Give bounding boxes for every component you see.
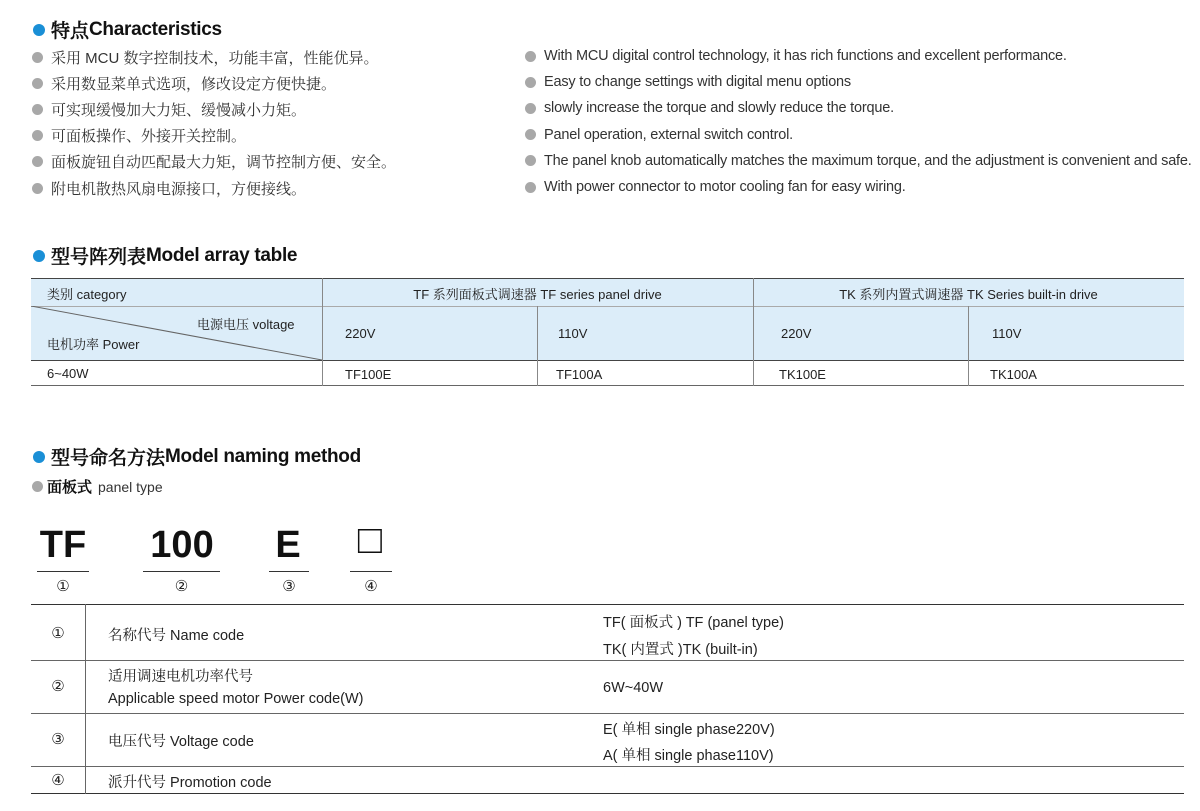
table-divider [968,306,969,386]
code-tf: TF [39,524,87,566]
naming-subtitle [32,476,163,497]
row-name: 派升代号 Promotion code [108,775,272,791]
table-border-top [31,278,1184,279]
characteristics-list-en [525,43,1192,200]
characteristics-title [33,16,222,43]
list-item: Easy to change settings with digital menu options [525,69,1192,95]
code-number: ① [56,578,70,595]
tk-series-header: TK 系列内置式调速器 TK Series built-in drive [839,287,1098,302]
table-divider [31,713,1184,714]
voltage-cell: 220V [345,326,376,341]
naming-title [33,443,361,470]
bullet-icon [525,77,536,88]
table-border-bottom [31,793,1184,794]
naming-title-cn: 型号命名方法 [51,448,166,469]
row-name: 名称代号 Name code [108,628,245,644]
model-cell: TF100E [345,367,392,382]
tf-series-header: TF 系列面板式调速器 TF series panel drive [413,287,662,302]
row-name: 电压代号 Voltage code [108,734,254,750]
row-name: 适用调速电机功率代号 [108,669,253,685]
row-name: Applicable speed motor Power code(W) [108,691,364,707]
table-border-bottom [31,385,1184,386]
code-100: 100 [150,524,214,566]
table-divider [85,604,86,794]
bullet-icon [32,78,43,89]
model-cell: TK100A [990,367,1037,382]
power-label: 电机功率 Power [47,337,140,352]
voltage-cell: 110V [992,326,1022,341]
bullet-icon [32,130,43,141]
bullet-icon [525,51,536,62]
row-value: E( 单相 single phase220V) [603,722,775,738]
bullet-icon [32,52,43,63]
model-array-title [33,242,297,269]
code-blank-box: □ [357,518,383,562]
model-array-title-en: Model array table [146,244,298,266]
subtitle-en: panel type [98,478,163,495]
characteristics-list-cn [32,44,396,201]
table-divider [31,660,1184,661]
code-number: ② [174,578,189,595]
voltage-label: 电源电压 voltage [197,317,295,332]
list-item: 采用 MCU 数字控制技术，功能丰富，性能优异。 [32,44,396,70]
list-item: 面板旋钮自动匹配最大力矩，调节控制方便、安全。 [32,149,396,175]
category-label: 类别 category [47,287,127,302]
model-cell: TK100E [779,367,826,382]
characteristics-title-cn: 特点 [51,21,90,42]
list-item: 采用数显菜单式选项，修改设定方便快捷。 [32,70,396,96]
bullet-icon [32,104,43,115]
naming-table [31,604,1184,794]
row-value: A( 单相 single phase110V) [603,748,774,764]
table-divider [31,766,1184,767]
bullet-icon [32,183,43,194]
subtitle-cn: 面板式 [47,479,93,496]
code-underline [269,571,309,572]
characteristics-title-en: Characteristics [89,18,222,40]
row-value: TF( 面板式 ) TF (panel type) [603,615,785,631]
list-item: The panel knob automatically matches the maximum torque, and the adjustment is convenient and safe. [525,148,1192,174]
section-bullet-icon [33,451,45,463]
row-value: 6W~40W [603,680,664,696]
bullet-icon [525,155,536,166]
bullet-icon [32,156,43,167]
code-underline [37,571,89,572]
bullet-icon [525,103,536,114]
code-number: ④ [364,578,378,595]
power-range-cell: 6~40W [47,366,89,381]
model-cell: TF100A [556,367,603,382]
row-number: ④ [51,772,65,789]
row-number: ② [51,678,65,695]
row-value: TK( 内置式 )TK (built-in) [603,642,758,658]
section-bullet-icon [33,250,45,262]
row-number: ③ [51,731,65,748]
code-number: ③ [282,578,296,595]
list-item: With MCU digital control technology, it has rich functions and excellent performance. [525,43,1192,69]
code-e: E [275,524,301,566]
list-item: 可实现缓慢加大力矩、缓慢减小力矩。 [32,96,396,122]
bullet-icon [525,182,536,193]
list-item: 可面板操作、外接开关控制。 [32,123,396,149]
table-divider [31,360,1184,361]
voltage-cell: 110V [558,326,588,341]
code-underline [143,571,220,572]
list-item: 附电机散热风扇电源接口，方便接线。 [32,175,396,201]
bullet-icon [525,129,536,140]
voltage-cell: 220V [781,326,812,341]
list-item: With power connector to motor cooling fan for easy wiring. [525,174,1192,200]
table-border-top [31,604,1184,605]
table-divider [537,306,538,386]
model-array-table [31,278,1184,386]
model-array-title-cn: 型号阵列表 [51,247,147,268]
naming-title-en: Model naming method [165,445,361,467]
code-underline [350,571,392,572]
list-item: Panel operation, external switch control. [525,122,1192,148]
bullet-icon [32,481,43,492]
row-number: ① [51,625,65,642]
list-item: slowly increase the torque and slowly reduce the torque. [525,95,1192,121]
section-bullet-icon [33,24,45,36]
